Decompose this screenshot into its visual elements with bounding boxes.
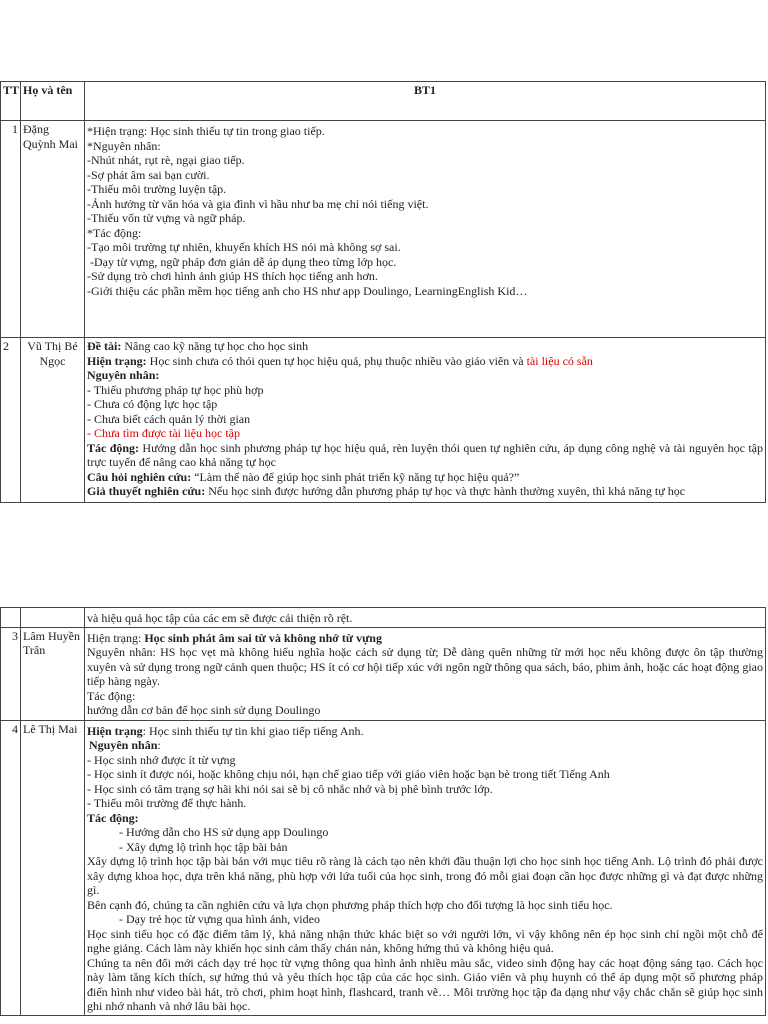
impact-item: - Dạy trẻ học từ vựng qua hình ảnh, video: [119, 912, 320, 926]
cause-label: Nguyên nhân:: [87, 368, 160, 382]
impact-label: Tác động:: [87, 688, 136, 703]
text-line: -Thiếu vốn từ vựng và ngữ pháp.: [87, 211, 246, 225]
hypothesis-label: Giả thuyết nghiên cứu:: [87, 484, 206, 498]
topic-text: Nâng cao kỹ năng tự học cho học sinh: [121, 339, 309, 353]
hypothesis-line: [87, 484, 763, 499]
row-content: [85, 720, 766, 1015]
text-line: -Thiếu môi trường luyện tập.: [87, 182, 227, 196]
status-label: Hiện trạng:: [87, 630, 145, 645]
text-line: *Hiện trạng: Học sinh thiếu tự tin trong giao tiếp.: [87, 124, 325, 138]
text-line: -Dạy từ vựng, ngữ pháp đơn giản dễ áp dụng theo từng lớp học.: [87, 254, 397, 269]
question-label: Câu hỏi nghiên cứu:: [87, 469, 192, 484]
student-name: Vũ Thị Bé Ngọc: [21, 338, 85, 503]
student-name: Đặng Quỳnh Mai: [21, 121, 85, 338]
table-row: [1, 608, 766, 628]
status-text: : Học sinh thiếu tự tin khi giao tiếp tiếng Anh.: [142, 723, 364, 738]
assignment-table-page2: [0, 607, 766, 1016]
status-label: Hiện trạng:: [87, 353, 147, 368]
student-name: Lâm Huyền Trân: [21, 627, 85, 720]
table-row: [1, 627, 766, 720]
impact-label: Tác động:: [87, 810, 139, 825]
impact-para: [87, 441, 763, 470]
row-content: [85, 338, 766, 503]
header-tt: TT: [1, 82, 21, 121]
header-name: Họ và tên: [21, 82, 85, 121]
row-content: [85, 121, 766, 338]
cause-dash: -: [87, 426, 94, 440]
text-line: -Sợ phát âm sai bạn cười.: [87, 167, 210, 182]
student-name: [21, 608, 85, 628]
row-number: 1: [1, 121, 21, 338]
row-number: 4: [1, 720, 21, 1015]
assignment-table-page1: [0, 81, 766, 503]
cause-para: Nguyên nhân: HS học vẹt mà không hiểu nghĩa hoặc cách sử dụng từ; Dễ dàng quên những từ mới học nếu không được ôn tập thường xuyên và sử dụng trong ngữ cảnh quen thuộc; HS ít có cơ hội tiếp xúc với ngôn ngữ thông qua sách, báo, phim ảnh, hoặc các hoạt động giao tiếp hàng ngày.: [87, 645, 763, 688]
row-number: [1, 608, 21, 628]
table-row: [1, 720, 766, 1015]
cause-item: - Thiếu phương pháp tự học phù hợp: [87, 382, 264, 397]
cause-item: - Học sinh nhớ được ít từ vựng: [87, 752, 236, 767]
impact-text: hướng dẫn cơ bản để học sinh sử dụng Doulingo: [87, 703, 321, 717]
status-text: Học sinh chưa có thói quen tự học hiệu quả, phụ thuộc nhiều vào giáo viên và: [146, 353, 527, 368]
text-line: -Giới thiệu các phần mềm học tiếng anh cho HS như app Doulingo, LearningEnglish Kid…: [87, 283, 528, 298]
status-line: [87, 631, 763, 646]
header-row: [1, 82, 766, 121]
header-bt1: BT1: [85, 82, 766, 121]
cause-colon: :: [157, 738, 161, 752]
impact-label: Tác động:: [87, 440, 140, 455]
text-line: -Nhút nhát, rụt rè, ngại giao tiếp.: [87, 153, 245, 167]
table-row: [1, 338, 766, 503]
impact-para: Chúng ta nên đổi mới cách dạy trẻ học từ vựng thông qua hình ảnh nhiều màu sắc, video sinh động hay các hoạt động sáng tạo. Cách học này làm tăng kích thích, sự hứng thú và yêu thích học tập của các học sinh. Giáo viên và phụ huynh có thể áp dụng một số phương pháp điển hình như video bài hát, trò chơi, phim hoạt hình, flashcard, tranh vẽ… Môi trường học tập đa dạng như vậy chắc chắn sẽ giúp học sinh ghi nhớ nhanh và nhớ lâu bài học.: [87, 955, 763, 1013]
text-line: -Sử dụng trò chơi hình ảnh giúp HS thích học tiếng anh hơn.: [87, 269, 378, 283]
impact-para: Bên cạnh đó, chúng ta cần nghiên cứu và lựa chọn phương pháp thích hợp cho đối tượng là học sinh tiểu học.: [87, 897, 613, 912]
hypothesis-continued: và hiệu quả học tập của các em sẽ được cải thiện rõ rệt.: [85, 608, 766, 628]
row-content: [85, 627, 766, 720]
impact-text: Hướng dẫn học sinh phương pháp tự học hiệu quả, rèn luyện thói quen tự nghiên cứu, áp dụng công nghệ và tài nguyên học tập trực tuyến để nâng cao khả năng tự học: [87, 440, 763, 469]
cause-item: - Học sinh ít được nói, hoặc không chịu nói, hạn chế giao tiếp với giáo viên hoặc bạn bè trong tiết Tiếng Anh: [87, 767, 610, 781]
student-name: Lê Thị Mai: [21, 720, 85, 1015]
status-label: Hiện trạng: [87, 723, 143, 738]
text-line: -Tạo môi trường tự nhiên, khuyến khích HS nói mà không sợ sai.: [87, 240, 401, 254]
cause-heading: [87, 738, 763, 753]
status-text: Học sinh phát âm sai từ và không nhớ từ vựng: [144, 630, 382, 645]
impact-item: - Hướng dẫn cho HS sử dụng app Doulingo: [119, 825, 329, 839]
impact-item: - Xây dựng lộ trình học tập bài bản: [119, 839, 288, 854]
cause-label: Nguyên nhân: [89, 738, 158, 752]
cause-item: - Học sinh có tâm trạng sợ hãi khi nói sai sẽ bị cô nhắc nhở và bị phê bình trước lớp.: [87, 781, 493, 796]
hypothesis-text: Nếu học sinh được hướng dẫn phương pháp tự học và thực hành thường xuyên, thì khả năng tự học: [205, 484, 686, 498]
topic-label: Đề tài:: [87, 339, 122, 353]
status-line: [87, 724, 763, 739]
status-highlight: tài liệu có sẵn: [526, 353, 593, 368]
text-line: -Ảnh hưởng từ văn hóa và gia đình vì hầu như ba mẹ chỉ nói tiếng việt.: [87, 196, 429, 211]
impact-para: Học sinh tiểu học có đặc điểm tâm lý, khả năng nhận thức khác biệt so với người lớn, vì vậy không nên ép học sinh chỉ ngồi một chỗ để nghe giảng. Cách làm này khiến học sinh cảm thấy chán nản, không hứng thú và không hiệu quả.: [87, 926, 763, 955]
cause-item: - Thiếu môi trường để thực hành.: [87, 796, 247, 810]
topic-line: [87, 339, 763, 354]
table-row: [1, 121, 766, 338]
question-line: [87, 470, 763, 485]
cause-red-text: Chưa tìm được tài liệu học tập: [94, 426, 240, 440]
question-text: “Làm thế nào để giúp học sinh phát triển kỹ năng tự học hiệu quả?”: [191, 469, 520, 484]
row-number: 3: [1, 627, 21, 720]
text-line: *Nguyên nhân:: [87, 138, 161, 153]
impact-para: Xây dựng lộ trình học tập bài bản với mục tiêu rõ ràng là cách tạo nên khởi đầu thuận lợi cho học sinh học tiếng Anh. Lộ trình đó phải được xây dựng khoa học, dựa trên khả năng, phù hợp với lứa tuổi của học sinh, trong đó mỗi giai đoạn cần học được những gì và đạt được những gì.: [87, 854, 763, 897]
text-line: *Tác động:: [87, 225, 142, 240]
row-number: 2: [1, 338, 21, 503]
cause-item: - Chưa biết cách quản lý thời gian: [87, 411, 251, 426]
cause-item-highlight: [87, 426, 763, 441]
status-line: [87, 354, 763, 369]
cause-item: - Chưa có động lực học tập: [87, 397, 218, 411]
